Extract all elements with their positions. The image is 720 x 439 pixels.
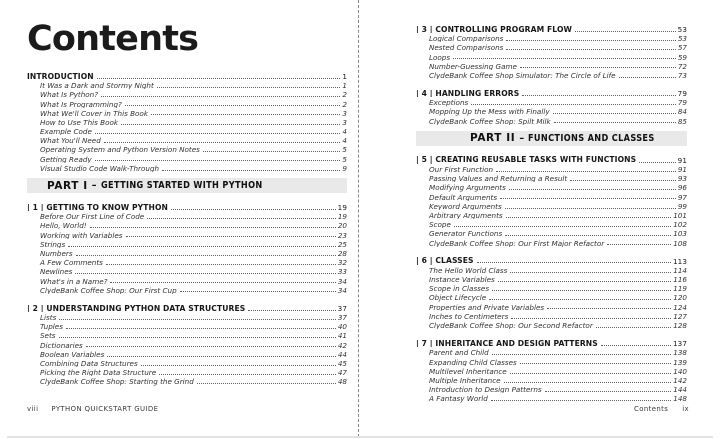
toc-page-number: 9 [342, 163, 347, 173]
toc-leader [86, 346, 336, 347]
toc-item-title: Multilevel Inheritance [429, 366, 507, 375]
toc-item-row [27, 321, 347, 330]
right-page-footer [634, 406, 689, 413]
part-dash: – [91, 180, 97, 192]
toc-item-title: Expanding Child Classes [429, 357, 517, 366]
toc-page-number: 103 [673, 229, 687, 238]
toc-item-row [27, 108, 347, 117]
toc-page-number: 99 [677, 201, 687, 210]
toc-page-number: 114 [673, 265, 687, 275]
toc-chapter-title: | 6 | CLASSES [416, 256, 474, 265]
toc-leader [454, 226, 671, 227]
toc-leader [511, 318, 671, 319]
toc-page-number: 53 [677, 34, 687, 43]
toc-leader [492, 290, 671, 291]
toc-item-title: Loops [429, 52, 451, 61]
toc-leader [607, 244, 671, 245]
toc-page-number: 138 [673, 348, 687, 357]
toc-page-number: 91 [677, 165, 687, 174]
toc-chapter-title: | 3 | CONTROLLING PROGRAM FLOW [416, 24, 572, 34]
toc-page-number: 47 [337, 368, 347, 377]
toc-page-number: 1 [342, 81, 347, 90]
toc-leader [510, 373, 672, 374]
toc-item-title: Picking the Right Data Structure [40, 368, 157, 377]
toc-item-row [27, 163, 347, 172]
toc-page-number: 44 [337, 349, 347, 359]
toc-chapter-title: | 7 | INHERITANCE AND DESIGN PATTERNS [416, 338, 598, 348]
toc-item-row [27, 285, 347, 294]
toc-leader [506, 49, 675, 50]
toc-item-title: What We'll Cover in This Book [40, 108, 148, 117]
left-running-head: PYTHON QUICKSTART GUIDE [51, 405, 159, 413]
toc-leader [575, 31, 676, 32]
toc-leader [619, 77, 676, 78]
toc-item-title: Tuples [40, 322, 63, 331]
toc-item-title: Operating System and Python Version Notes [40, 145, 200, 154]
toc-chapter-title: | 1 | GETTING TO KNOW PYTHON [27, 202, 168, 212]
toc-leader [498, 281, 671, 282]
toc-leader [141, 365, 336, 366]
toc-item-row [416, 265, 687, 274]
toc-leader [509, 189, 676, 190]
part-dash: – [519, 132, 525, 144]
toc-leader [500, 198, 676, 199]
toc-leader [491, 400, 671, 401]
right-page [362, 0, 720, 437]
toc-item-title: Introduction to Design Patterns [429, 385, 542, 394]
toc-item-title: ClydeBank Coffee Shop: Our First Major Refactor [429, 238, 605, 247]
toc-page-number: 20 [337, 221, 347, 230]
toc-item-row [416, 384, 687, 393]
toc-item-row [27, 358, 347, 367]
toc-item-title: Scope [429, 220, 451, 229]
toc-item-row [27, 154, 347, 163]
toc-page-number: 124 [673, 302, 687, 311]
toc-item-title: Arbitrary Arguments [429, 210, 503, 220]
toc-item-row [416, 366, 687, 375]
toc-page-number: 53 [677, 24, 687, 34]
toc-item-title: ClydeBank Coffee Shop: Our First Cup [40, 285, 177, 294]
toc-chapter-title: INTRODUCTION [27, 71, 94, 81]
toc-item-title: ClydeBank Coffee Shop Simulator: The Circle of Life [429, 70, 616, 80]
toc-page-number: 84 [677, 107, 687, 116]
toc-chapter-title: | 4 | HANDLING ERRORS [416, 88, 520, 98]
toc-item-row [27, 248, 347, 257]
toc-leader [106, 264, 336, 265]
toc-leader [545, 391, 672, 392]
toc-chapter-row [416, 338, 687, 347]
toc-leader [510, 272, 671, 273]
toc-item-title: ClydeBank Coffee Shop: Starting the Grind [40, 377, 194, 386]
toc-item-title: Mopping Up the Mess with Finally [429, 107, 550, 116]
toc-page-number: 113 [672, 256, 687, 265]
toc-leader [506, 40, 675, 41]
toc-item-title: The Hello World Class [429, 265, 508, 275]
toc-item-row [416, 375, 687, 384]
toc-item-row [416, 238, 687, 247]
left-page-footer [27, 406, 158, 413]
toc-item-row [27, 376, 347, 385]
toc-leader [151, 114, 340, 115]
toc-item-title: Dictionaries [40, 340, 83, 349]
toc-leader [570, 180, 676, 181]
toc-leader [522, 95, 675, 96]
toc-item-title: Combining Data Structures [40, 359, 138, 368]
toc-item-row [416, 283, 687, 292]
toc-item-title: Parent and Child [429, 348, 489, 357]
toc-leader [171, 209, 336, 210]
toc-page-number: 3 [342, 108, 347, 117]
toc-page-number: 37 [337, 303, 347, 313]
toc-page-number: 45 [337, 359, 347, 368]
toc-item-row [27, 135, 347, 144]
toc-item-title: Multiple Inheritance [429, 375, 501, 385]
toc-section [416, 24, 687, 79]
toc-chapter-title: | 5 | CREATING REUSABLE TASKS WITH FUNCTIONS [416, 155, 637, 165]
toc-leader [506, 217, 672, 218]
toc-page-number: 93 [677, 174, 687, 183]
toc-page-number: 137 [672, 339, 687, 348]
toc-leader [496, 171, 676, 172]
page-spine-divider [358, 0, 359, 437]
toc-page-number: 57 [677, 43, 687, 52]
toc-leader [162, 170, 340, 171]
toc-chapter-title: | 2 | UNDERSTANDING PYTHON DATA STRUCTURES [27, 303, 246, 313]
toc-page-number: 40 [337, 322, 347, 331]
toc-section [416, 88, 687, 125]
toc-section [416, 256, 687, 330]
toc-item-row [416, 97, 687, 106]
toc-item-row [27, 312, 347, 321]
toc-page-number: 148 [673, 394, 687, 403]
toc-leader [547, 308, 671, 309]
toc-item-title: Passing Values and Returning a Result [429, 174, 568, 183]
toc-item-row [27, 117, 347, 126]
toc-item-title: Hello, World! [40, 221, 87, 230]
page-bottom-edge [7, 436, 713, 438]
toc-chapter-row [416, 256, 687, 265]
toc-item-row [416, 293, 687, 302]
toc-leader [489, 299, 671, 300]
toc-item-title: Our First Function [429, 165, 494, 174]
toc-leader [203, 151, 341, 152]
toc-leader [159, 374, 336, 375]
toc-item-row [416, 61, 687, 70]
toc-item-title: Before Our First Line of Code [40, 212, 145, 221]
toc-leader [601, 345, 671, 346]
toc-page-number: 41 [337, 331, 347, 340]
toc-item-title: Sets [40, 331, 56, 340]
toc-item-row [27, 276, 347, 285]
toc-item-row [27, 126, 347, 135]
toc-item-title: Example Code [40, 127, 92, 136]
toc-chapter-row [416, 88, 687, 97]
toc-chapter-row [27, 303, 347, 312]
toc-page-number: 142 [673, 375, 687, 385]
toc-page-number: 119 [673, 284, 687, 293]
right-page-toc [362, 0, 720, 403]
left-page-toc [7, 57, 358, 386]
toc-item-row [27, 211, 347, 220]
toc-item-row [416, 274, 687, 283]
toc-item-title: Getting Ready [40, 154, 92, 163]
toc-leader [504, 382, 672, 383]
toc-leader [157, 87, 341, 88]
toc-leader [197, 383, 336, 384]
toc-item-row [416, 182, 687, 191]
toc-item-title: A Fantasy World [429, 394, 488, 403]
toc-item-row [416, 164, 687, 173]
toc-leader [125, 105, 341, 106]
toc-chapter-row [416, 155, 687, 164]
toc-section [27, 71, 347, 172]
toc-item-row [27, 89, 347, 98]
toc-leader [68, 246, 336, 247]
toc-item-title: Number-Guessing Game [429, 61, 517, 70]
toc-leader [248, 310, 335, 311]
toc-page-number: 2 [342, 90, 347, 99]
part-heading [416, 131, 687, 146]
toc-item-row [416, 219, 687, 228]
toc-item-row [27, 220, 347, 229]
toc-page-number: 128 [673, 321, 687, 330]
toc-chapter-row [27, 71, 347, 80]
toc-page-number: 23 [337, 230, 347, 239]
toc-page-number: 59 [677, 52, 687, 61]
toc-item-row [416, 311, 687, 320]
toc-leader [95, 133, 341, 134]
toc-page-number: 5 [342, 154, 347, 163]
toc-item-row [416, 33, 687, 42]
toc-page-number: 144 [673, 385, 687, 394]
toc-page-number: 79 [677, 89, 687, 98]
toc-item-row [27, 99, 347, 108]
toc-item-title: What's in a Name? [40, 276, 108, 285]
toc-page-number: 37 [337, 313, 347, 322]
toc-item-title: What You'll Need [40, 136, 101, 145]
left-page [7, 0, 358, 437]
toc-page-number: 5 [342, 145, 347, 154]
toc-page-number: 19 [337, 212, 347, 221]
toc-item-row [27, 257, 347, 266]
toc-item-row [416, 357, 687, 366]
part-label: PART II [470, 132, 516, 145]
toc-leader [95, 160, 341, 161]
toc-item-title: Boolean Variables [40, 349, 105, 359]
toc-page-number: 34 [337, 276, 347, 285]
toc-leader [107, 356, 336, 357]
toc-item-row [27, 230, 347, 239]
contents-title: Contents [27, 19, 199, 59]
toc-item-row [27, 349, 347, 358]
toc-item-row [416, 302, 687, 311]
toc-item-row [27, 145, 347, 154]
toc-item-row [416, 393, 687, 402]
toc-section [416, 155, 687, 247]
toc-item-title: Object Lifecycle [429, 293, 487, 302]
toc-page-number: 19 [337, 203, 347, 212]
part-title-text: FUNCTIONS AND CLASSES [528, 132, 655, 144]
toc-chapter-row [416, 24, 687, 33]
toc-leader [554, 122, 676, 123]
toc-item-title: Newlines [40, 267, 73, 276]
toc-page-number: 79 [677, 98, 687, 107]
toc-item-row [27, 80, 347, 89]
toc-item-title: Nested Comparisons [429, 43, 504, 52]
toc-item-title: Properties and Private Variables [429, 302, 545, 311]
toc-page-number: 42 [337, 340, 347, 349]
toc-leader [477, 262, 671, 263]
toc-item-title: ClydeBank Coffee Shop: Our Second Refactor [429, 321, 593, 330]
toc-leader [110, 282, 335, 283]
toc-page-number: 72 [677, 61, 687, 70]
toc-item-row [416, 201, 687, 210]
toc-page-number: 108 [673, 238, 687, 247]
toc-item-row [416, 192, 687, 201]
toc-item-row [416, 347, 687, 356]
toc-item-title: Lists [40, 313, 57, 322]
toc-page-number: 4 [342, 127, 347, 136]
part-heading [27, 178, 347, 193]
right-running-head: Contents [634, 405, 669, 413]
toc-item-title: Inches to Centimeters [429, 311, 509, 321]
toc-leader [520, 67, 676, 68]
toc-item-row [27, 367, 347, 376]
toc-item-title: How to Use This Book [40, 117, 119, 127]
toc-leader [66, 328, 336, 329]
toc-page-number: 25 [337, 239, 347, 248]
toc-item-title: Logical Comparisons [429, 34, 504, 43]
toc-leader [101, 96, 340, 97]
toc-item-row [416, 42, 687, 51]
toc-item-row [416, 210, 687, 219]
toc-leader [104, 142, 341, 143]
toc-item-title: Keyword Arguments [429, 201, 502, 210]
toc-leader [505, 235, 671, 236]
toc-item-row [27, 239, 347, 248]
toc-page-number: 116 [673, 275, 687, 284]
toc-section [27, 202, 347, 294]
toc-item-title: Generator Functions [429, 229, 503, 238]
part-label: PART I [47, 179, 88, 192]
right-page-number: ix [682, 405, 689, 413]
toc-leader [76, 255, 336, 256]
toc-page-number: 120 [673, 293, 687, 302]
toc-leader [75, 273, 335, 274]
toc-page-number: 85 [677, 116, 687, 125]
toc-leader [97, 78, 341, 79]
toc-section [27, 303, 347, 386]
toc-item-title: ClydeBank Coffee Shop: Spilt Milk [429, 116, 551, 125]
toc-page-number: 127 [673, 311, 687, 321]
toc-page-number: 48 [337, 377, 347, 386]
toc-leader [639, 162, 675, 163]
toc-leader [505, 208, 676, 209]
toc-page-number: 34 [337, 285, 347, 294]
toc-leader [180, 291, 336, 292]
toc-item-row [416, 320, 687, 329]
toc-page-number: 28 [337, 248, 347, 258]
toc-page-number: 140 [673, 366, 687, 375]
toc-item-row [416, 70, 687, 79]
toc-page-number: 73 [677, 70, 687, 80]
toc-page-number: 101 [673, 210, 687, 220]
toc-item-title: What Is Python? [40, 90, 99, 99]
toc-page-number: 97 [677, 192, 687, 201]
toc-item-title: What Is Programming? [40, 99, 122, 108]
toc-page-number: 32 [337, 258, 347, 267]
toc-item-title: Instance Variables [429, 275, 495, 284]
toc-section [416, 338, 687, 402]
toc-leader [553, 113, 676, 114]
toc-page-number: 91 [677, 155, 687, 165]
toc-leader [492, 354, 672, 355]
toc-item-title: Working with Variables [40, 230, 123, 239]
toc-chapter-row [27, 202, 347, 211]
toc-item-title: Exceptions [429, 98, 469, 107]
toc-item-row [416, 116, 687, 125]
toc-page-number: 2 [342, 99, 347, 108]
left-page-number: viii [27, 405, 39, 413]
toc-item-row [416, 228, 687, 237]
toc-item-title: Modifying Arguments [429, 183, 506, 192]
toc-leader [121, 124, 340, 125]
toc-item-title: Default Arguments [429, 192, 498, 201]
toc-item-row [27, 266, 347, 275]
toc-item-title: It Was a Dark and Stormy Night [40, 81, 154, 90]
toc-item-row [27, 340, 347, 349]
toc-page-number: 96 [677, 183, 687, 192]
toc-page-number: 1 [342, 71, 347, 81]
toc-leader [90, 227, 336, 228]
toc-leader [59, 319, 336, 320]
toc-item-title: Numbers [40, 248, 73, 258]
toc-page-number: 139 [673, 357, 687, 366]
toc-item-row [416, 52, 687, 61]
toc-page-number: 4 [342, 136, 347, 145]
toc-leader [520, 363, 672, 364]
toc-page-number: 33 [337, 267, 347, 276]
toc-item-row [416, 173, 687, 182]
toc-item-title: Scope in Classes [429, 284, 490, 293]
toc-page-number: 102 [673, 220, 687, 229]
toc-leader [126, 236, 336, 237]
toc-item-title: Strings [40, 239, 66, 248]
toc-leader [59, 337, 336, 338]
toc-item-title: Visual Studio Code Walk-Through [40, 163, 160, 173]
part-title-text: GETTING STARTED WITH PYTHON [100, 180, 263, 192]
toc-leader [147, 218, 336, 219]
toc-leader [471, 104, 676, 105]
toc-item-row [416, 107, 687, 116]
toc-item-title: A Few Comments [40, 258, 103, 267]
toc-leader [453, 58, 676, 59]
toc-item-row [27, 331, 347, 340]
toc-page-number: 3 [342, 117, 347, 127]
toc-leader [596, 327, 672, 328]
